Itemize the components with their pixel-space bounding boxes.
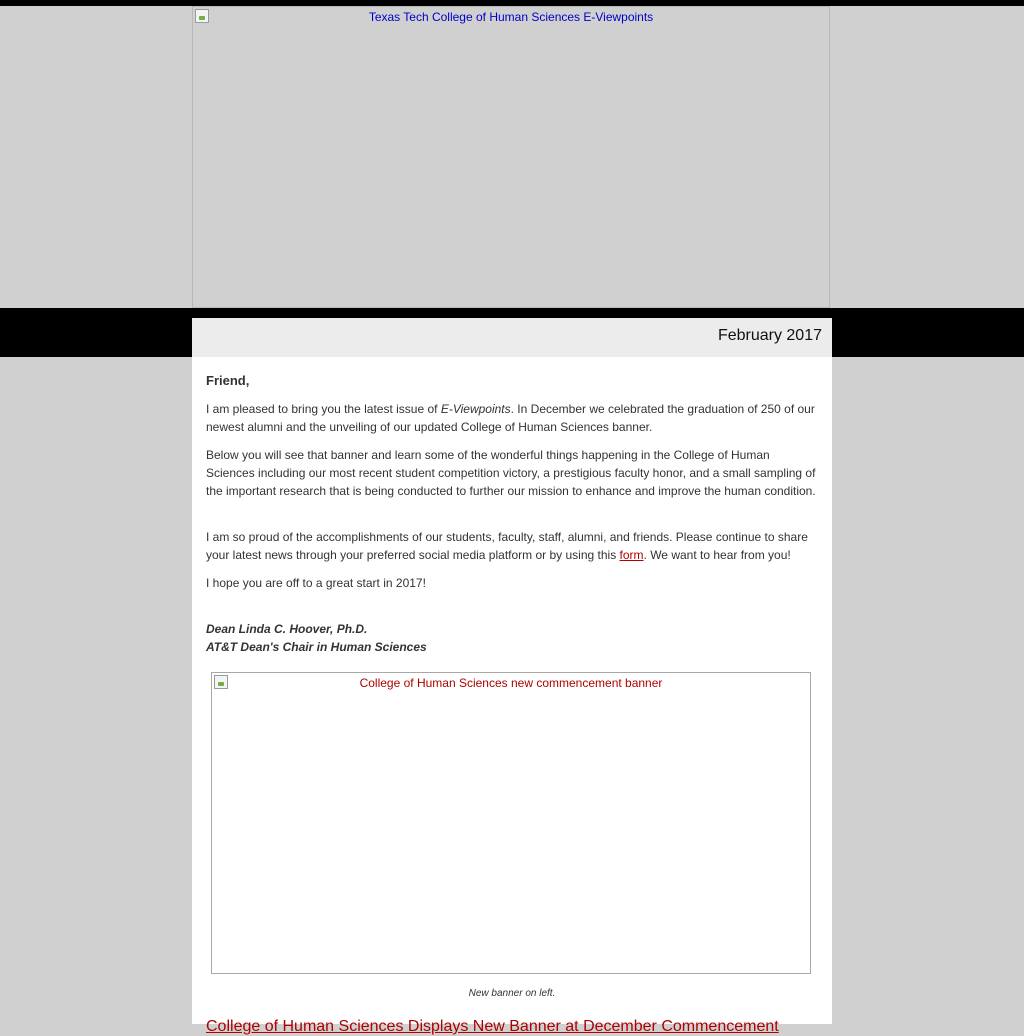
p1-text-a: I am pleased to bring you the latest issue of — [206, 402, 441, 416]
signature-title: AT&T Dean's Chair in Human Sciences — [206, 640, 427, 654]
letter-greeting: Friend, — [206, 373, 250, 388]
header-banner-image[interactable] — [192, 6, 830, 308]
letter-paragraph-1 — [206, 400, 818, 436]
p1-publication-name: E-Viewpoints — [440, 402, 511, 416]
article-title-link[interactable]: College of Human Sciences Displays New Banner at December Commencement — [206, 1018, 779, 1035]
banner-image-alt-text: College of Human Sciences new commencement banner — [359, 676, 663, 690]
letter-paragraph-4: I hope you are off to a great start in 2017! — [206, 576, 426, 590]
newsletter-content — [192, 357, 832, 1035]
letter-paragraph-2: Below you will see that banner and learn some of the wonderful things happening in the College of Human Sciences including our most recent student competition victory, a prestigious faculty honor, and a small sampling of the important research that is being conducted to further our mission to enhance and improve the human condition. — [206, 448, 816, 498]
share-news-form-link[interactable]: form — [619, 548, 644, 562]
issue-date-bar — [192, 318, 832, 357]
p3-text-a: I am so proud of the accomplishments of our students, faculty, staff, alumni, and friends. Please continue to share your latest news through your preferred social media platform or by using this — [206, 530, 808, 562]
banner-caption: New banner on left. — [468, 988, 556, 999]
p1-text-b: . In December we celebrated the graduation of 250 of our newest alumni and the unveiling of our updated College of Human Sciences banner. — [206, 402, 815, 434]
p3-text-b: . We want to hear from you! — [643, 548, 791, 562]
issue-date: February 2017 — [717, 327, 822, 344]
letter-paragraph-3 — [206, 528, 818, 564]
commencement-banner-image[interactable] — [211, 672, 811, 974]
signature-name: Dean Linda C. Hoover, Ph.D. — [206, 622, 368, 636]
header-image-alt-text: Texas Tech College of Human Sciences E-Viewpoints — [368, 10, 654, 24]
